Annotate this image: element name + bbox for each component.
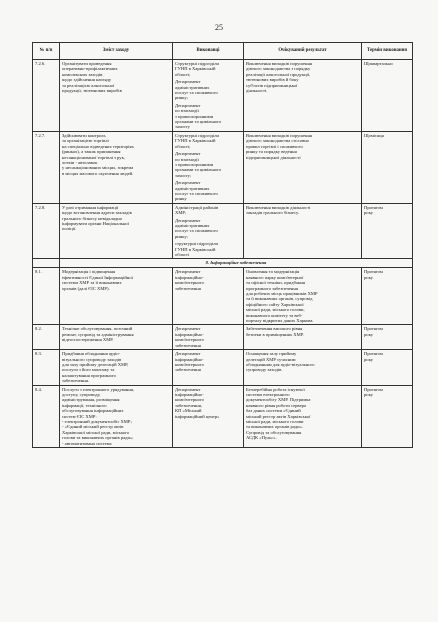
executor-line: інформаційно- xyxy=(175,391,204,397)
task-line: інформувати органи Національної xyxy=(62,220,130,226)
term-line: року xyxy=(364,274,374,280)
executor-line: Департамент xyxy=(175,102,201,108)
row-term xyxy=(362,131,413,203)
result-line: документообігу ХМР. Підтримка xyxy=(246,397,311,403)
executor-line: з правоохоронними xyxy=(175,113,214,119)
task-line: для залу прийому делегацій ХМР, xyxy=(62,361,129,367)
task-line: ефективності Єдиної Інформаційної xyxy=(62,274,133,280)
table-row xyxy=(33,268,413,325)
executor-line: КП «Міський xyxy=(175,408,202,414)
result-line: суб'єктів підприємницької xyxy=(246,82,298,88)
executor-block xyxy=(175,205,241,216)
row-executors xyxy=(173,350,244,385)
result-line: діяльності. xyxy=(246,88,268,94)
section-title-row xyxy=(33,259,413,268)
header-executors: Виконавці xyxy=(173,43,244,60)
section-title-empty-cell xyxy=(33,259,60,268)
executor-line: ринку; xyxy=(175,233,188,239)
row-number: 8.4. xyxy=(33,385,60,447)
row-term xyxy=(362,203,413,259)
term-line: Протягом xyxy=(364,326,383,332)
executor-block xyxy=(175,387,241,419)
task-line: У разі отримання інформації xyxy=(62,204,119,210)
task-line: за реалізацією алкогольної xyxy=(62,82,115,88)
executor-line: ГУНП в Харківській xyxy=(175,138,216,144)
result-line: Безперебійна робота існуючої xyxy=(246,386,305,392)
task-line: системи ХМР та її виконавчих xyxy=(62,280,122,286)
executor-line: Департамент xyxy=(175,217,201,223)
executor-line: Структурні підрозділи xyxy=(175,61,219,66)
row-number: 8.3. xyxy=(33,350,60,385)
executor-line: послуг та споживчого xyxy=(175,228,218,234)
result-line: офіційного сайту Харківської xyxy=(246,301,304,307)
task-line: забезпечення. xyxy=(62,378,89,384)
task-line: лотків - автолавок xyxy=(62,159,98,165)
executor-line: інформаційний центр» xyxy=(175,413,220,419)
executor-line: забезпечення, xyxy=(175,402,202,408)
result-line: діючого законодавства стосовно xyxy=(246,138,309,144)
result-line: міський реєстр актів Харківської xyxy=(246,413,311,419)
executor-line: ринку; xyxy=(175,95,188,101)
row-term xyxy=(362,60,413,132)
task-line: голови та виконавчих органів ради»; xyxy=(62,435,134,441)
executor-line: Департамент xyxy=(175,79,201,85)
executor-block xyxy=(175,351,241,373)
row-executors xyxy=(173,60,244,132)
result-line: закладів грального бізнесу. xyxy=(246,210,299,216)
header-term: Термін виконання xyxy=(362,43,413,60)
table-body-section7 xyxy=(33,60,413,259)
executor-line: адміністративних xyxy=(175,222,210,228)
executor-block xyxy=(175,180,241,202)
executor-line: органами та цивільного xyxy=(175,167,222,173)
executor-line: Департамент xyxy=(175,180,201,186)
term-line: Протягом xyxy=(364,269,383,275)
task-line: Здійснювати контроль xyxy=(62,132,106,138)
row-result xyxy=(244,203,362,259)
executor-line: ГУНП в Харківській xyxy=(175,246,216,252)
term-line: Щомісяця xyxy=(364,132,384,138)
row-number: 7.2.6. xyxy=(33,60,60,132)
task-line: Придбання обладнання аудіо- xyxy=(62,351,121,357)
table-body-section8-title xyxy=(33,259,413,268)
task-line: за організацією торгівлі xyxy=(62,138,109,144)
result-line: обладнанням для аудіо-візуального xyxy=(246,361,315,367)
task-line: комплексних заходів xyxy=(62,71,103,77)
table-row xyxy=(33,385,413,447)
task-line: Технічне обслуговування, поточний xyxy=(62,326,133,332)
task-line: Організувати проведення xyxy=(62,61,112,66)
task-line: ремонт, супровід та адміністрування xyxy=(62,331,134,337)
executor-line: органами та цивільного xyxy=(175,119,222,125)
executor-block xyxy=(175,326,241,348)
table-row xyxy=(33,131,413,203)
result-line: Виключення випадків порушення xyxy=(246,132,313,138)
executor-line: області; xyxy=(175,71,191,77)
executor-line: ГУНП в Харківській xyxy=(175,66,216,72)
term-line: року xyxy=(364,210,374,216)
term-line: Протягом xyxy=(364,351,383,357)
executor-line: комп'ютерного xyxy=(175,361,204,367)
header-task: Зміст заходу xyxy=(60,43,173,60)
result-line: порталу відкритих даних Харкова. xyxy=(246,318,314,324)
task-line: послуги з його монтажу та xyxy=(62,367,115,373)
result-line: АСДК «Пульс». xyxy=(246,435,277,441)
table-header-row xyxy=(33,43,413,60)
task-line: систем ЄІС ХМР: xyxy=(62,413,97,419)
row-task xyxy=(60,325,173,350)
row-executors xyxy=(173,325,244,350)
result-line: ринку та порядку ведення xyxy=(246,149,297,155)
result-line: Виключення випадків порушення xyxy=(246,61,313,66)
term-line: року xyxy=(364,356,374,362)
task-line: інформації, технічного xyxy=(62,402,107,408)
result-line: Оновлення та модернізація xyxy=(246,269,300,275)
executor-line: Департамент xyxy=(175,386,201,392)
task-line: у несанкціонованих місцях, зокрема xyxy=(62,165,134,171)
task-line: оперативно-профілактичних xyxy=(62,66,118,72)
executor-line: захисту; xyxy=(175,172,192,178)
row-number: 8.2. xyxy=(33,325,60,350)
result-line: делегацій ХМР сучасним xyxy=(246,356,296,362)
row-number: 7.2.8. xyxy=(33,203,60,259)
row-task xyxy=(60,60,173,132)
task-line: візуального супроводу заходів xyxy=(62,356,122,362)
measures-table xyxy=(32,42,413,448)
executor-line: області xyxy=(175,252,190,257)
task-line: поліції. xyxy=(62,226,77,232)
header-result: Очікуваний результат xyxy=(244,43,362,60)
row-result xyxy=(244,385,362,447)
executor-line: структурні підрозділи xyxy=(175,241,218,247)
page-number: 25 xyxy=(215,23,223,32)
executor-line: захисту xyxy=(175,124,190,130)
result-line: Забезпечення високого рівня xyxy=(246,326,303,332)
row-term xyxy=(362,350,413,385)
executor-block xyxy=(175,79,241,101)
row-result xyxy=(244,350,362,385)
row-task xyxy=(60,385,173,447)
row-number: 7.2.7. xyxy=(33,131,60,203)
executor-line: забезпечення xyxy=(175,285,201,291)
executor-line: адміністративних xyxy=(175,84,210,90)
term-line: Протягом xyxy=(364,204,383,210)
row-term xyxy=(362,268,413,325)
task-line: (ринках), а також припинення xyxy=(62,149,121,155)
term-line: року xyxy=(364,331,374,337)
table-row xyxy=(33,203,413,259)
executor-line: ХМР; xyxy=(175,210,187,216)
task-line: органів (далі ЄІС ХМР). xyxy=(62,285,110,291)
executor-line: комп'ютерного xyxy=(175,397,204,403)
result-line: баз даних системи «Єдиний xyxy=(246,408,301,414)
executor-block xyxy=(175,133,241,149)
row-executors xyxy=(173,385,244,447)
row-executors xyxy=(173,131,244,203)
result-line: системи електронного xyxy=(246,391,290,397)
executor-line: Структурні підрозділи xyxy=(175,132,219,138)
executor-line: інформаційно- xyxy=(175,331,204,337)
row-result xyxy=(244,60,362,132)
result-line: супроводу заходів. xyxy=(246,367,283,373)
row-task xyxy=(60,268,173,325)
executor-line: з правоохоронними xyxy=(175,161,214,167)
executor-line: інформаційно- xyxy=(175,356,204,362)
executor-block xyxy=(175,218,241,240)
executor-block xyxy=(175,241,241,257)
result-line: для робочих місць працівників ХМР xyxy=(246,291,318,297)
task-line: щодо здійснення нагляду xyxy=(62,77,112,83)
result-line: виконавчого комітету та веб- xyxy=(246,312,303,318)
task-line: щодо встановлення адреси закладів xyxy=(62,210,132,216)
task-line: адміністрування, розміщення xyxy=(62,397,120,403)
row-task xyxy=(60,350,173,385)
task-line: Послуги з електронного урядування, xyxy=(62,386,135,392)
row-number: 8.1. xyxy=(33,268,60,325)
task-line: Модернізація і підвищення xyxy=(62,269,116,275)
table-row xyxy=(33,350,413,385)
task-line: несанкціонованої торгівлі з рук, xyxy=(62,154,125,160)
term-line: Щоквартально xyxy=(364,61,393,66)
executor-line: забезпечення xyxy=(175,367,201,373)
term-line: року xyxy=(364,391,374,397)
result-line: правил торгівлі і споживчого xyxy=(246,143,303,149)
task-line: - «Єдиний міський реєстр актів xyxy=(62,424,124,430)
task-line: - електронний документообіг ХМР; xyxy=(62,418,132,424)
executor-line: послуг та споживчого xyxy=(175,190,218,196)
task-line: налаштування програмного xyxy=(62,372,116,378)
result-line: підприємницької діяльності xyxy=(246,154,301,160)
row-result xyxy=(244,268,362,325)
executor-line: Департамент xyxy=(175,326,201,332)
row-executors xyxy=(173,203,244,259)
task-line: доступу, супроводу, xyxy=(62,391,101,397)
result-line: та її виконавчих органів, супровід xyxy=(246,296,313,302)
result-line: тютюнових виробів й боку xyxy=(246,77,299,83)
task-line: на спеціально відведених територіях xyxy=(62,143,134,149)
task-line: відеоспостереження ХМР. xyxy=(62,337,114,343)
row-result xyxy=(244,131,362,203)
executor-line: ринку xyxy=(175,196,187,202)
result-line: міської ради, міського голови, xyxy=(246,307,305,313)
executor-line: по взаємодії xyxy=(175,156,199,162)
result-line: безпеки в приміщеннях ХМР. xyxy=(246,331,304,337)
task-line: Харківської міської ради, міського xyxy=(62,429,130,435)
task-line: в місцях масового скупчення людей. xyxy=(62,170,134,176)
executor-line: комп'ютерного xyxy=(175,280,204,286)
executor-line: Адміністрації районів xyxy=(175,204,219,210)
section-8-title: 8. Інформаційне забезпечення xyxy=(60,259,413,268)
result-line: Супровід та обслуговування xyxy=(246,429,302,435)
header-num: № п/п xyxy=(33,43,60,60)
row-task xyxy=(60,203,173,259)
result-line: наявного парку комп'ютерної xyxy=(246,274,304,280)
executor-block xyxy=(175,103,241,130)
result-line: Оснащення залу прийому xyxy=(246,351,297,357)
result-line: діючого законодавства з порядку xyxy=(246,66,311,72)
result-line: Виключення випадків діяльності xyxy=(246,204,311,210)
task-line: - автоматизована система xyxy=(62,440,112,446)
executor-line: інформаційно- xyxy=(175,274,204,280)
executor-line: Департамент xyxy=(175,351,201,357)
table-row xyxy=(33,325,413,350)
executor-line: Департамент xyxy=(175,151,201,157)
term-line: Протягом xyxy=(364,386,383,392)
task-line: продукції, тютюнових виробів xyxy=(62,88,122,94)
executor-line: області; xyxy=(175,143,191,149)
row-executors xyxy=(173,268,244,325)
result-line: міської ради, міського голови xyxy=(246,418,304,424)
executor-block xyxy=(175,61,241,77)
row-result xyxy=(244,325,362,350)
executor-line: забезпечення xyxy=(175,342,201,348)
row-term xyxy=(362,385,413,447)
result-line: реалізації алкогольної продукції, xyxy=(246,71,311,77)
result-line: та виконавчих органів ради». xyxy=(246,424,304,430)
executor-block xyxy=(175,151,241,178)
result-line: та офісної техніки, придбання xyxy=(246,280,305,286)
executor-line: послуг та споживчого xyxy=(175,90,218,96)
table-body-section8 xyxy=(33,268,413,448)
executor-line: по взаємодії xyxy=(175,108,199,114)
executor-line: комп'ютерного xyxy=(175,337,204,343)
executor-block xyxy=(175,269,241,291)
table-row xyxy=(33,60,413,132)
row-task xyxy=(60,131,173,203)
task-line: грального бізнесу невідкладно xyxy=(62,215,123,221)
result-line: програмного забезпечення xyxy=(246,285,298,291)
executor-line: Департамент xyxy=(175,269,201,275)
executor-line: адміністративних xyxy=(175,185,210,191)
result-line: наявного рівня роботи сервера xyxy=(246,402,306,408)
row-term xyxy=(362,325,413,350)
task-line: обслуговування інформаційних xyxy=(62,408,124,414)
